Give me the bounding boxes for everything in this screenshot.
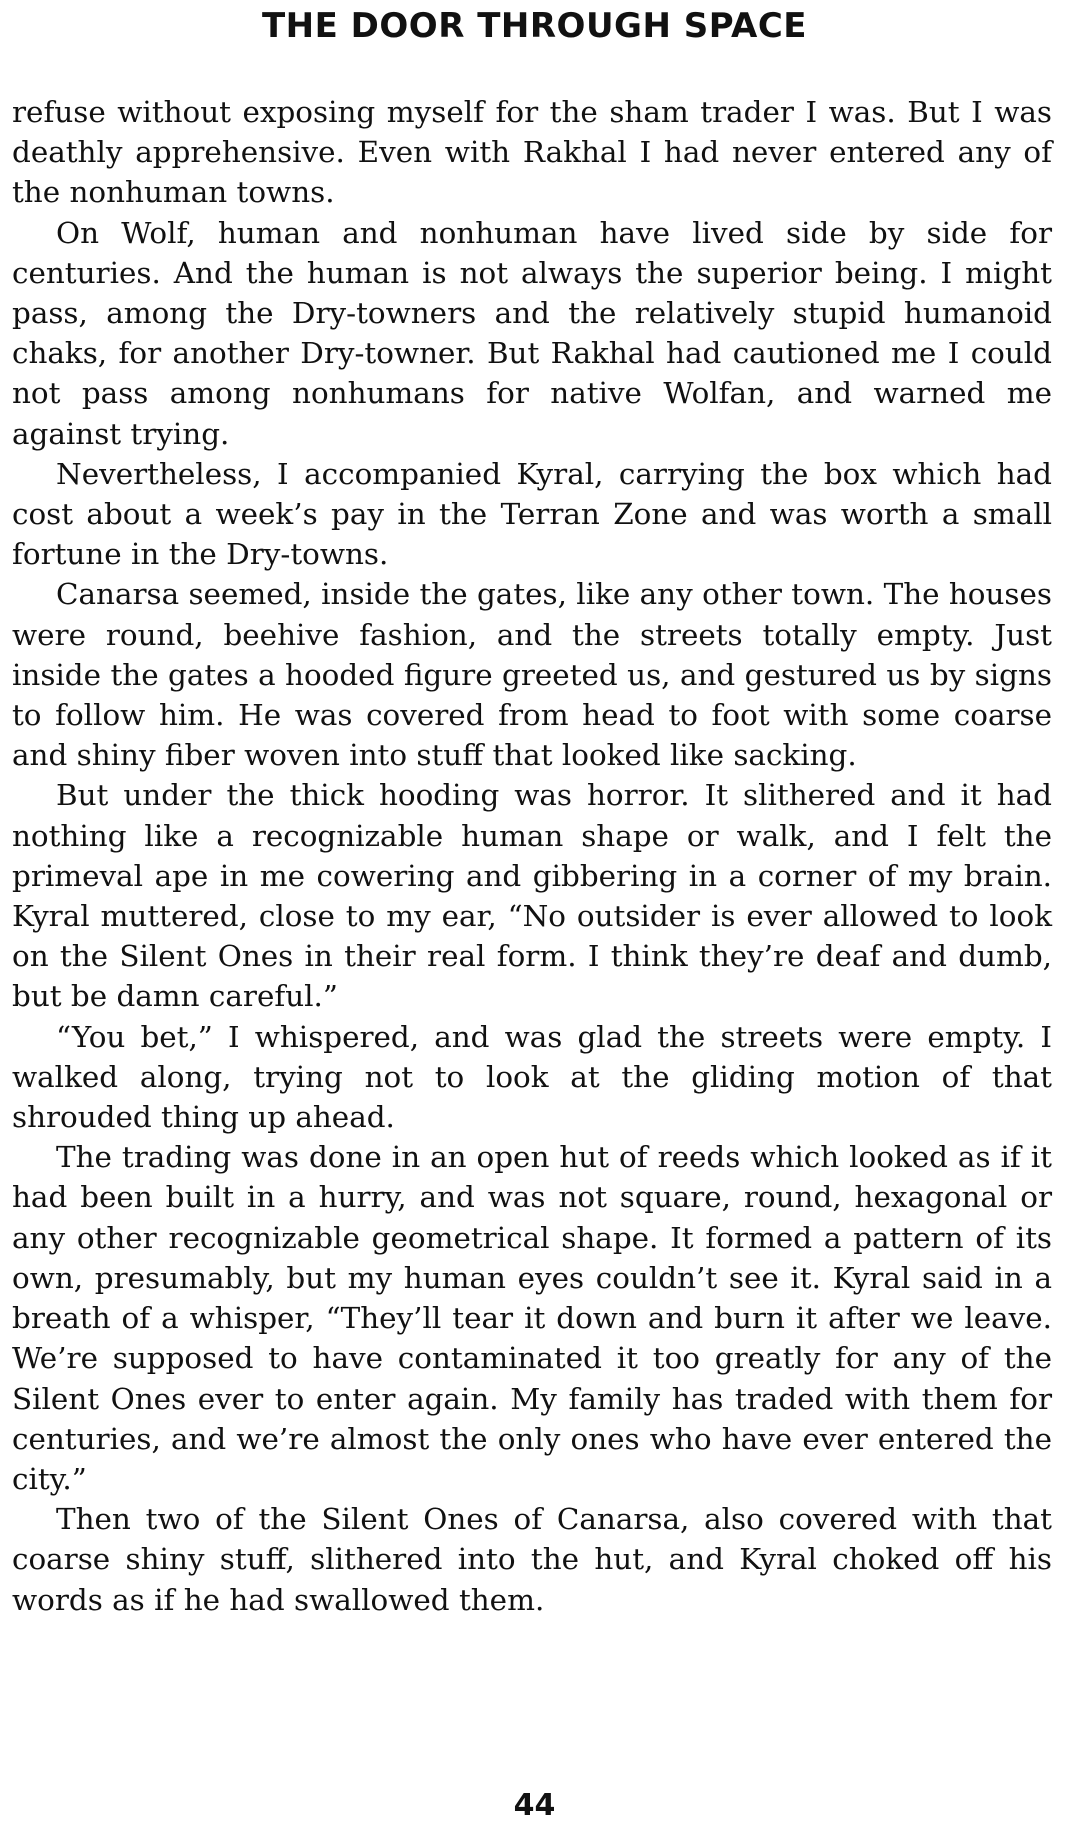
paragraph: Canarsa seemed, inside the gates, like any other town. The houses were round, beehive fashion, and the streets totally empty. Just inside the gates a hooded figure greeted us, and gestured us by signs to follow him. He was covered from head to foot with some coarse and shiny fiber woven into stuff that looked like sacking. [12, 577, 1052, 773]
page-number: 44 [513, 1788, 556, 1823]
paragraph: But under the thick hooding was horror. It slithered and it had nothing like a recognizable human shape or walk, and I felt the primeval ape in me cowering and gibbering in a corner of my brain. Kyral muttered, close to my ear, “No outsider is ever allowed to look on the Silent Ones in their real form. I think they’re deaf and dumb, but be damn careful.” [12, 778, 1052, 1014]
paragraph: The trading was done in an open hut of reeds which looked as if it had been built in a hurry, and was not square, round, hexagonal or any other recognizable geometrical shape. It formed a pattern of its own, presumably, but my human eyes couldn’t see it. Kyral said in a breath of a whisper, “They’ll tear it down and burn it after we leave. We’re supposed to have contaminated it too greatly for any of the Silent Ones ever to enter again. My family has traded with them for centuries, and we’re almost the only ones who have ever entered the city.” [12, 1140, 1052, 1496]
body-text [12, 92, 1052, 1620]
paragraph: refuse without exposing myself for the sham trader I was. But I was deathly apprehensive. Even with Rakhal I had never entered any of the nonhuman towns. [12, 95, 1052, 210]
paragraph: “You bet,” I whispered, and was glad the streets were empty. I walked along, trying not to look at the gliding motion of that shrouded thing up ahead. [12, 1019, 1052, 1135]
running-title: THE DOOR THROUGH SPACE [261, 6, 808, 46]
paragraph: Then two of the Silent Ones of Canarsa, also covered with that coarse shiny stuff, slithered into the hut, and Kyral choked off his words as if he had swallowed them. [12, 1502, 1052, 1617]
paragraph: Nevertheless, I accompanied Kyral, carrying the box which had cost about a week’s pay in the Terran Zone and was worth a small fortune in the Dry-towns. [12, 456, 1052, 572]
paragraph: On Wolf, human and nonhuman have lived side by side for centuries. And the human is not always the superior being. I might pass, among the Dry-towners and the relatively stupid humanoid chaks, for another Dry-towner. But Rakhal had cautioned me I could not pass among nonhumans for native Wolfan, and warned me against trying. [12, 215, 1052, 451]
